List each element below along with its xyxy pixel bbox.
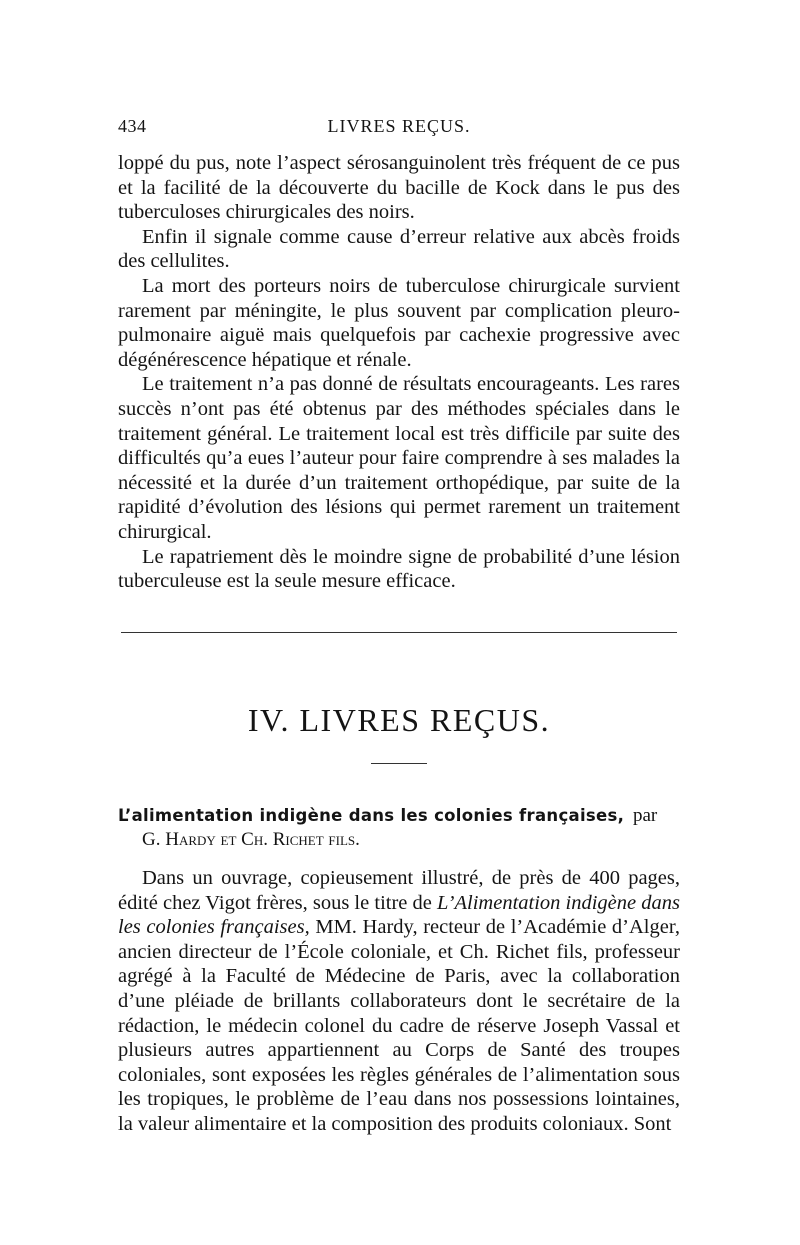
- paragraph: La mort des porteurs noirs de tuberculose chirurgicale survient rarement par méningite, le plus souvent par complication pleuro-pulmonaire aiguë mais quelquefois par cachexie progressive avec dégénérescence hépatique et rénale.: [118, 274, 680, 371]
- running-title: LIVRES REÇUS.: [327, 116, 471, 136]
- book-title: L’alimentation indigène dans les colonies françaises,: [118, 806, 625, 825]
- book-by: par: [632, 805, 658, 826]
- book-entry: [118, 804, 680, 852]
- review-text: MM. Hardy, recteur de l’Académie d’Alger, ancien directeur de l’École coloniale, et Ch. Richet fils, professeur agrégé à la Faculté de Médecine de Paris, avec la collaboration d’une pléiade de brillants collaborateurs dont le secrétaire de la rédaction, le médecin colonel du cadre de réserve Joseph Vassal et plusieurs autres appartiennent au Corps de Santé des troupes coloniales, sont exposées les règles générales de l’alimentation sous les tropiques, le problème de l’eau dans nos possessions lointaines, la valeur alimentaire et la composition des produits coloniaux. Sont: [118, 916, 680, 1135]
- review-paragraph: [118, 866, 680, 1137]
- book-entry-title-line: [118, 804, 680, 828]
- page-number: 434: [118, 116, 147, 136]
- paragraph: loppé du pus, note l’aspect sérosanguinolent très fréquent de ce pus et la facilité de la découverte du bacille de Kock dans le pus des tuberculoses chirurgicales des noirs.: [118, 152, 680, 224]
- book-review: [118, 866, 680, 1137]
- book-authors: G. Hardy et Ch. Richet fils.: [142, 829, 360, 850]
- heading-underline: [371, 763, 427, 764]
- page-header: [118, 116, 680, 144]
- section-heading: IV. LIVRES REÇUS.: [247, 702, 551, 738]
- paragraph: Le rapatriement dès le moindre signe de probabilité d’une lésion tuberculeuse est la seule mesure efficace.: [118, 545, 680, 593]
- section-divider: [121, 632, 677, 633]
- review-text: Dans un ouvrage, copieusement illustré, de près de 400 pages, édité chez Vigot frères, sous le titre de: [118, 867, 680, 914]
- review-book-title: L’Alimentation indigène dans les colonies françaises,: [118, 891, 681, 939]
- paragraph: Enfin il signale comme cause d’erreur relative aux abcès froids des cellulites.: [118, 225, 680, 273]
- article-continuation: [118, 151, 680, 594]
- paragraph: Le traitement n’a pas donné de résultats encourageants. Les rares succès n’ont pas été obtenus par des méthodes spéciales dans le traitement général. Le traitement local est très difficile par suite des difficultés qu’a eues l’auteur pour faire comprendre à ses malades la nécessité et la durée d’un traitement orthopédique, par suite de la rapidité d’évolution des lésions qui permet rarement un traitement chirurgical.: [118, 373, 680, 543]
